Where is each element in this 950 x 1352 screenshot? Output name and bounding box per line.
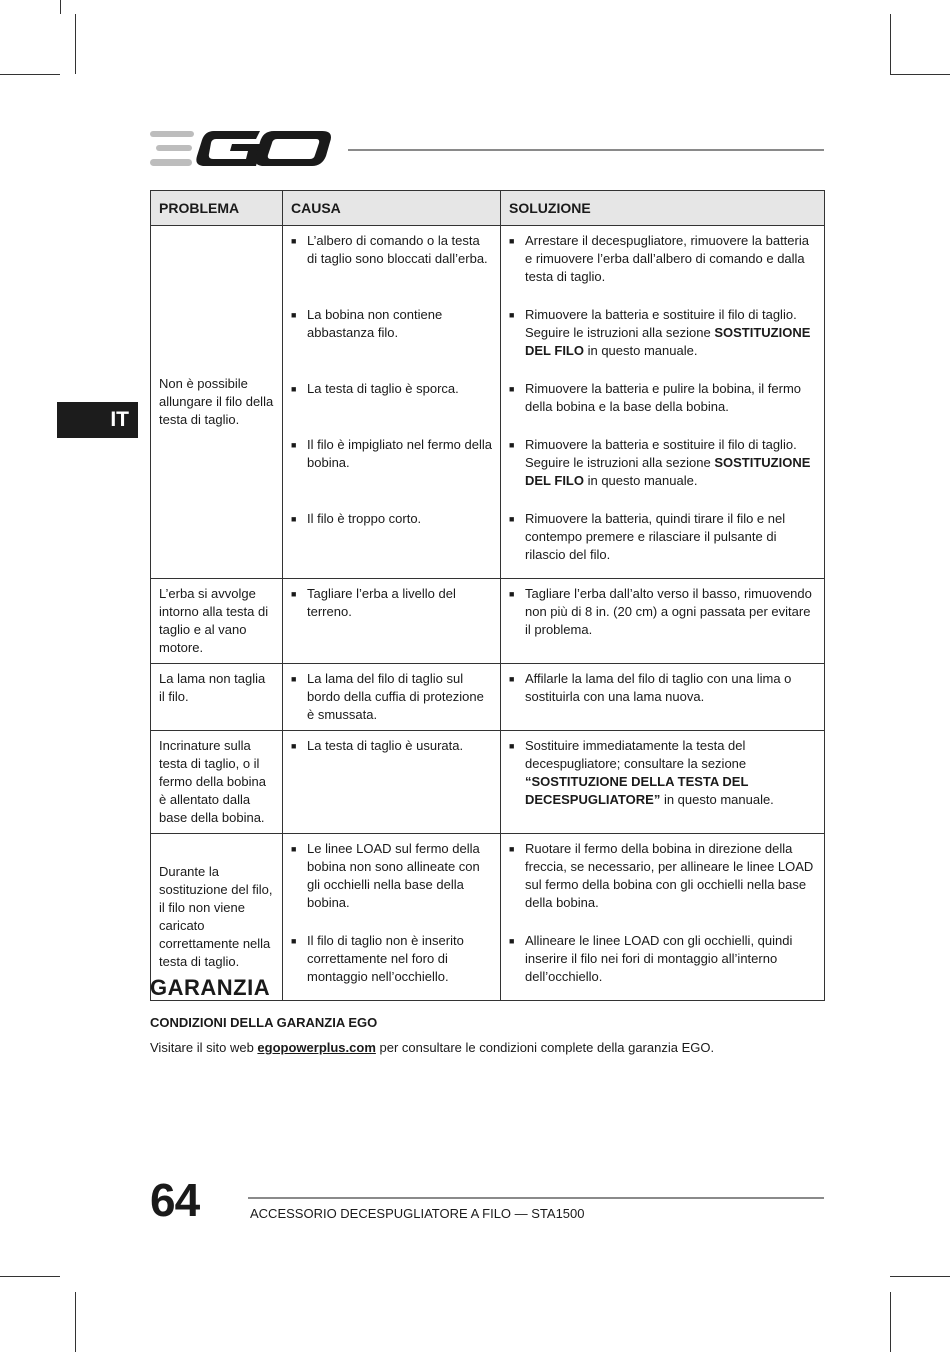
solution-item <box>501 300 824 374</box>
solution-cell <box>501 731 825 834</box>
warranty-title: GARANZIA <box>150 975 271 1000</box>
crop-mark <box>890 1292 891 1352</box>
warranty-text-after: per consultare le condizioni complete della garanzia EGO. <box>375 1040 715 1055</box>
cause-cell <box>283 664 501 731</box>
solution-item <box>501 430 824 504</box>
cause-item <box>283 430 500 504</box>
solution-text-part: Allineare le linee LOAD con gli occhielli, quindi inserire il filo nei fori di montaggio all’interno dell’occhiello. <box>525 933 793 984</box>
crop-mark <box>890 74 950 75</box>
square-bullet-icon: ■ <box>291 384 297 394</box>
column-header-solution: SOLUZIONE <box>501 191 825 226</box>
cause-cell <box>283 731 501 834</box>
crop-mark <box>890 1276 950 1277</box>
solution-text-part: Arrestare il decespugliatore, rimuovere la batteria e rimuovere l’erba dall’albero di comando e dalla testa di taglio. <box>525 233 809 284</box>
square-bullet-icon: ■ <box>509 674 515 684</box>
cause-text: Il filo di taglio non è inserito correttamente nel foro di montaggio nell’occhiello. <box>307 933 464 984</box>
solution-item <box>501 664 824 730</box>
solution-cell <box>501 664 825 731</box>
solution-item <box>501 226 824 300</box>
crop-mark <box>890 14 891 74</box>
solution-text <box>525 932 816 994</box>
crop-mark <box>0 74 60 75</box>
cause-item <box>283 834 500 926</box>
solution-text <box>525 585 816 639</box>
problem-cell: Non è possibile allungare il filo della testa di taglio. <box>151 226 283 579</box>
solution-text-part: Rimuovere la batteria, quindi tirare il filo e nel contempo premere e rilasciare il pulsante di rilascio del filo. <box>525 511 786 562</box>
troubleshooting-table <box>150 190 825 1001</box>
square-bullet-icon: ■ <box>291 589 297 599</box>
crop-mark <box>75 14 76 74</box>
solution-text-part: Rimuovere la batteria e pulire la bobina, il fermo della bobina e la base della bobina. <box>525 381 802 414</box>
cause-item <box>283 226 500 300</box>
solution-cell <box>501 834 825 1001</box>
warranty-text-before: Visitare il sito web <box>150 1040 258 1055</box>
warranty-subtitle: CONDIZIONI DELLA GARANZIA EGO <box>150 1015 378 1030</box>
problem-cell: Incrinature sulla testa di taglio, o il fermo della bobina è allentato dalla base della bobina. <box>151 731 283 834</box>
solution-text-part: Rimuovere la batteria e sostituire il filo di taglio. Seguire le istruzioni alla sezione <box>525 437 797 470</box>
header-rule <box>348 149 824 151</box>
solution-text-part: Ruotare il fermo della bobina in direzione della freccia, se necessario, per allineare le linee LOAD sul fermo della bobina con gli occhielli nella base della bobina. <box>525 841 814 910</box>
solution-item <box>501 504 824 578</box>
column-header-cause: CAUSA <box>283 191 501 226</box>
solution-text <box>525 380 816 424</box>
square-bullet-icon: ■ <box>509 440 515 450</box>
footer-text: ACCESSORIO DECESPUGLIATORE A FILO — STA1500 <box>250 1206 585 1221</box>
cause-text: Le linee LOAD sul fermo della bobina non sono allineate con gli occhielli nella base della bobina. <box>307 841 480 910</box>
cause-item <box>283 926 500 1000</box>
square-bullet-icon: ■ <box>509 236 515 246</box>
solution-text-part: Tagliare l’erba dall’alto verso il basso, rimuovendo non più di 8 in. (20 cm) a ogni passata per evitare il problema. <box>525 586 812 637</box>
table-row <box>151 664 825 731</box>
warranty-link[interactable]: egopowerplus.com <box>257 1040 376 1055</box>
cause-cell <box>283 834 501 1001</box>
problem-cell: Durante la sostituzione del filo, il filo non viene caricato correttamente nella testa di taglio. <box>151 834 283 1001</box>
footer-rule <box>248 1197 824 1199</box>
cause-text: Il filo è impigliato nel fermo della bobina. <box>307 437 492 470</box>
solution-item <box>501 834 824 926</box>
problem-cell: L’erba si avvolge intorno alla testa di taglio e al vano motore. <box>151 579 283 664</box>
cause-item <box>283 374 500 430</box>
solution-text <box>525 232 816 294</box>
cause-text: Tagliare l’erba a livello del terreno. <box>307 586 456 619</box>
language-tab: IT <box>57 402 138 438</box>
cause-item <box>283 579 500 645</box>
crop-mark <box>60 0 61 14</box>
square-bullet-icon: ■ <box>509 514 515 524</box>
solution-text-part: Rimuovere la batteria e sostituire il filo di taglio. Seguire le istruzioni alla sezione <box>525 307 797 340</box>
solution-item <box>501 374 824 430</box>
solution-text-part: Sostituire immediatamente la testa del decespugliatore; consultare la sezione <box>525 738 747 771</box>
solution-item <box>501 579 824 645</box>
problem-cell: La lama non taglia il filo. <box>151 664 283 731</box>
solution-cell <box>501 579 825 664</box>
table-row <box>151 731 825 834</box>
solution-text-part: in questo manuale. <box>583 343 698 358</box>
solution-text-part: Affilarle la lama del filo di taglio con una lima o sostituirla con una lama nuova. <box>525 671 792 704</box>
solution-text-bold: SOSTITUZIONE DEL FILO <box>525 455 811 488</box>
solution-text-part: in questo manuale. <box>660 792 774 807</box>
table-row <box>151 579 825 664</box>
cause-cell <box>283 579 501 664</box>
solution-text <box>525 840 816 920</box>
cause-text: La lama del filo di taglio sul bordo della cuffia di protezione è smussata. <box>307 671 484 722</box>
square-bullet-icon: ■ <box>291 440 297 450</box>
cause-text: La testa di taglio è usurata. <box>307 738 464 753</box>
square-bullet-icon: ■ <box>509 936 515 946</box>
square-bullet-icon: ■ <box>509 844 515 854</box>
square-bullet-icon: ■ <box>291 514 297 524</box>
square-bullet-icon: ■ <box>291 936 297 946</box>
square-bullet-icon: ■ <box>509 589 515 599</box>
square-bullet-icon: ■ <box>509 310 515 320</box>
cause-cell <box>283 226 501 579</box>
solution-item <box>501 731 824 815</box>
solution-text-bold: “SOSTITUZIONE DELLA TESTA DEL DECESPUGLIATORE” <box>525 774 749 807</box>
solution-cell <box>501 226 825 579</box>
square-bullet-icon: ■ <box>291 844 297 854</box>
cause-text: L’albero di comando o la testa di taglio sono bloccati dall’erba. <box>307 233 488 266</box>
page-number: 64 <box>150 1174 200 1226</box>
square-bullet-icon: ■ <box>291 674 297 684</box>
cause-text: Il filo è troppo corto. <box>307 511 422 526</box>
crop-mark <box>75 1292 76 1352</box>
column-header-problem: PROBLEMA <box>151 191 283 226</box>
square-bullet-icon: ■ <box>509 384 515 394</box>
solution-text <box>525 306 816 368</box>
square-bullet-icon: ■ <box>509 741 515 751</box>
solution-text-bold: SOSTITUZIONE DEL FILO <box>525 325 811 358</box>
cause-item <box>283 664 500 730</box>
solution-item <box>501 926 824 1000</box>
table-row <box>151 226 825 579</box>
cause-text: La bobina non contiene abbastanza filo. <box>307 307 443 340</box>
ego-logo <box>150 128 332 170</box>
solution-text <box>525 436 816 498</box>
square-bullet-icon: ■ <box>291 236 297 246</box>
solution-text-part: in questo manuale. <box>583 473 698 488</box>
table-header-row <box>151 191 825 226</box>
solution-text <box>525 510 816 572</box>
square-bullet-icon: ■ <box>291 310 297 320</box>
crop-mark <box>0 1276 60 1277</box>
cause-item <box>283 300 500 374</box>
cause-item <box>283 731 500 815</box>
solution-text <box>525 670 816 724</box>
square-bullet-icon: ■ <box>291 741 297 751</box>
warranty-text <box>150 1040 714 1055</box>
cause-item <box>283 504 500 578</box>
cause-text: La testa di taglio è sporca. <box>307 381 459 396</box>
solution-text <box>525 737 816 809</box>
